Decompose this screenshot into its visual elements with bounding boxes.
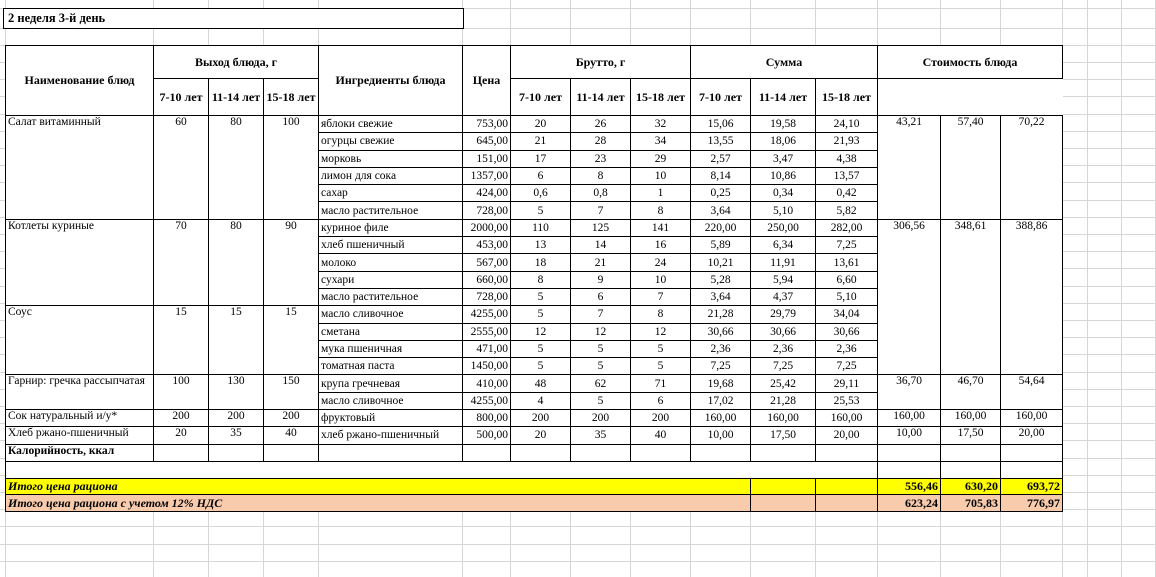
sum-cell[interactable]: 7,25 (816, 237, 878, 254)
output-cell[interactable]: 130 (209, 375, 264, 410)
output-cell[interactable]: 15 (154, 306, 209, 375)
table-row (6, 427, 1063, 444)
gross-cell[interactable]: 9 (571, 271, 631, 288)
gross-cell[interactable]: 62 (571, 375, 631, 392)
cost-cell[interactable]: 160,00 (1001, 410, 1063, 427)
ingredient-cell[interactable]: масло сливочное (319, 392, 463, 409)
header-output[interactable]: Выход блюда, г (154, 46, 319, 79)
total-label-cell[interactable]: Итого цена рациона с учетом 12% НДС (6, 495, 751, 512)
ingredient-cell[interactable]: томатная паста (319, 358, 463, 375)
output-cell[interactable]: 90 (264, 219, 319, 305)
sum-cell[interactable]: 17,02 (691, 392, 751, 409)
gross-cell[interactable]: 5 (571, 392, 631, 409)
sum-cell[interactable] (816, 444, 878, 461)
sum-cell[interactable]: 160,00 (751, 410, 816, 427)
gross-cell[interactable]: 12 (571, 323, 631, 340)
sum-cell[interactable]: 21,28 (751, 392, 816, 409)
dish-name-cell[interactable]: Гарнир: гречка рассыпчатая (6, 375, 154, 410)
ingredient-cell[interactable] (319, 444, 463, 461)
sum-cell[interactable]: 250,00 (751, 219, 816, 236)
gross-cell[interactable]: 0,8 (571, 185, 631, 202)
empty-cell[interactable] (6, 461, 878, 478)
sum-cell[interactable]: 25,42 (751, 375, 816, 392)
header-age-group[interactable]: 11-14 лет (571, 79, 631, 116)
output-cell[interactable]: 15 (264, 306, 319, 375)
price-cell[interactable] (463, 444, 511, 461)
gross-cell[interactable]: 8 (571, 167, 631, 184)
sum-cell[interactable]: 15,06 (691, 116, 751, 133)
gross-cell[interactable]: 23 (571, 150, 631, 167)
output-cell[interactable]: 100 (154, 375, 209, 410)
sum-cell[interactable]: 13,61 (816, 254, 878, 271)
total-label-cell[interactable]: Итого цена рациона (6, 478, 751, 495)
sum-cell[interactable]: 282,00 (816, 219, 878, 236)
price-cell[interactable]: 1357,00 (463, 167, 511, 184)
gross-cell[interactable]: 26 (571, 116, 631, 133)
header-ingredients[interactable]: Ингредиенты блюда (319, 46, 463, 116)
total-row (6, 495, 1063, 512)
gross-cell[interactable]: 48 (511, 375, 571, 392)
price-cell[interactable]: 728,00 (463, 288, 511, 305)
header-age-group[interactable]: 15-18 лет (631, 79, 691, 116)
sum-cell[interactable]: 13,57 (816, 167, 878, 184)
total-value-cell[interactable]: 776,97 (1001, 495, 1063, 512)
sum-cell[interactable] (751, 444, 816, 461)
cost-cell[interactable] (1001, 444, 1063, 461)
price-cell[interactable]: 753,00 (463, 116, 511, 133)
ingredient-cell[interactable]: мука пшеничная (319, 340, 463, 357)
sum-cell[interactable]: 2,57 (691, 150, 751, 167)
header-price[interactable]: Цена (463, 46, 511, 116)
price-cell[interactable]: 471,00 (463, 340, 511, 357)
gross-cell[interactable]: 40 (631, 427, 691, 444)
sum-cell[interactable]: 10,86 (751, 167, 816, 184)
gross-cell[interactable]: 20 (511, 116, 571, 133)
sum-cell[interactable]: 10,00 (691, 427, 751, 444)
sum-cell[interactable]: 30,66 (691, 323, 751, 340)
dish-name-cell[interactable]: Хлеб ржано-пшеничный (6, 427, 154, 444)
output-cell[interactable]: 60 (154, 116, 209, 220)
output-cell[interactable]: 200 (154, 410, 209, 427)
price-cell[interactable]: 2555,00 (463, 323, 511, 340)
header-gross[interactable]: Брутто, г (511, 46, 691, 79)
header-age-group[interactable]: 7-10 лет (154, 79, 209, 116)
ingredient-cell[interactable]: хлеб ржано-пшеничный (319, 427, 463, 444)
empty-cell[interactable] (816, 478, 878, 495)
gross-cell[interactable]: 5 (511, 306, 571, 323)
ingredient-cell[interactable]: сахар (319, 185, 463, 202)
sum-cell[interactable]: 7,25 (691, 358, 751, 375)
gross-cell[interactable]: 34 (631, 133, 691, 150)
cost-cell[interactable]: 36,70 (878, 375, 941, 410)
output-cell[interactable] (154, 444, 209, 461)
sum-cell[interactable]: 11,91 (751, 254, 816, 271)
price-cell[interactable]: 4255,00 (463, 392, 511, 409)
header-sum[interactable]: Сумма (691, 46, 878, 79)
price-cell[interactable]: 500,00 (463, 427, 511, 444)
gross-cell[interactable]: 5 (511, 202, 571, 219)
cost-cell[interactable] (941, 444, 1001, 461)
gross-cell[interactable]: 21 (511, 133, 571, 150)
gross-cell[interactable]: 28 (571, 133, 631, 150)
sum-cell[interactable]: 5,82 (816, 202, 878, 219)
gross-cell[interactable]: 16 (631, 237, 691, 254)
sum-cell[interactable]: 3,64 (691, 202, 751, 219)
output-cell[interactable]: 80 (209, 116, 264, 220)
sum-cell[interactable]: 5,10 (816, 288, 878, 305)
gross-cell[interactable] (571, 444, 631, 461)
sum-cell[interactable]: 8,14 (691, 167, 751, 184)
dish-name-cell[interactable]: Котлеты куриные (6, 219, 154, 305)
table-row (6, 410, 1063, 427)
gross-cell[interactable]: 200 (511, 410, 571, 427)
price-cell[interactable]: 424,00 (463, 185, 511, 202)
gross-cell[interactable]: 5 (571, 358, 631, 375)
output-cell[interactable]: 20 (154, 427, 209, 444)
sum-cell[interactable]: 21,93 (816, 133, 878, 150)
gross-cell[interactable]: 5 (511, 288, 571, 305)
price-cell[interactable]: 2000,00 (463, 219, 511, 236)
output-cell[interactable] (209, 444, 264, 461)
dish-name-cell[interactable]: Сок натуральный и/у* (6, 410, 154, 427)
sum-cell[interactable]: 25,53 (816, 392, 878, 409)
output-cell[interactable]: 150 (264, 375, 319, 410)
gross-cell[interactable]: 7 (631, 288, 691, 305)
sum-cell[interactable]: 5,10 (751, 202, 816, 219)
header-age-group[interactable]: 7-10 лет (691, 79, 751, 116)
table-row (6, 116, 1063, 133)
gross-cell[interactable]: 21 (571, 254, 631, 271)
ingredient-cell[interactable]: яблоки свежие (319, 116, 463, 133)
price-cell[interactable]: 151,00 (463, 150, 511, 167)
cost-cell[interactable]: 20,00 (1001, 427, 1063, 444)
cost-cell[interactable] (878, 461, 941, 478)
dish-name-cell[interactable]: Соус (6, 306, 154, 375)
gross-cell[interactable]: 0,6 (511, 185, 571, 202)
sum-cell[interactable]: 13,55 (691, 133, 751, 150)
total-value-cell[interactable]: 705,83 (941, 495, 1001, 512)
total-value-cell[interactable]: 623,24 (878, 495, 941, 512)
table-header (6, 46, 1063, 116)
price-cell[interactable]: 567,00 (463, 254, 511, 271)
total-value-cell[interactable]: 693,72 (1001, 478, 1063, 495)
gross-cell[interactable]: 5 (571, 340, 631, 357)
sum-cell[interactable]: 2,36 (691, 340, 751, 357)
total-value-cell[interactable]: 556,46 (878, 478, 941, 495)
gross-cell[interactable]: 110 (511, 219, 571, 236)
sum-cell[interactable]: 19,58 (751, 116, 816, 133)
ingredient-cell[interactable]: масло растительное (319, 288, 463, 305)
ingredient-cell[interactable]: сметана (319, 323, 463, 340)
sum-cell[interactable]: 21,28 (691, 306, 751, 323)
sum-cell[interactable]: 24,10 (816, 116, 878, 133)
ingredient-cell[interactable]: куриное филе (319, 219, 463, 236)
ingredient-cell[interactable]: морковь (319, 150, 463, 167)
sum-cell[interactable]: 10,21 (691, 254, 751, 271)
header-cost[interactable]: Стоимость блюда (878, 46, 1063, 79)
menu-table (5, 45, 1063, 512)
ingredient-cell[interactable]: фруктовый (319, 410, 463, 427)
output-cell[interactable]: 15 (209, 306, 264, 375)
sum-cell[interactable]: 30,66 (751, 323, 816, 340)
gross-cell[interactable]: 10 (631, 167, 691, 184)
gross-cell[interactable]: 8 (511, 271, 571, 288)
output-cell[interactable]: 35 (209, 427, 264, 444)
header-age-group[interactable]: 7-10 лет (511, 79, 571, 116)
gross-cell[interactable]: 5 (511, 358, 571, 375)
sum-cell[interactable]: 34,04 (816, 306, 878, 323)
sum-cell[interactable]: 6,34 (751, 237, 816, 254)
table-row (6, 444, 1063, 461)
cost-cell[interactable]: 17,50 (941, 427, 1001, 444)
sum-cell[interactable]: 29,11 (816, 375, 878, 392)
price-cell[interactable]: 1450,00 (463, 358, 511, 375)
sum-cell[interactable]: 17,50 (751, 427, 816, 444)
total-row (6, 478, 1063, 495)
sum-cell[interactable]: 29,79 (751, 306, 816, 323)
output-cell[interactable]: 80 (209, 219, 264, 305)
ingredient-cell[interactable]: огурцы свежие (319, 133, 463, 150)
price-cell[interactable]: 660,00 (463, 271, 511, 288)
sum-cell[interactable]: 3,47 (751, 150, 816, 167)
gross-cell[interactable]: 12 (631, 323, 691, 340)
cost-cell[interactable]: 10,00 (878, 427, 941, 444)
sum-cell[interactable]: 4,38 (816, 150, 878, 167)
gross-cell[interactable]: 32 (631, 116, 691, 133)
gross-cell[interactable]: 5 (631, 358, 691, 375)
gross-cell[interactable]: 8 (631, 306, 691, 323)
sum-cell[interactable]: 2,36 (816, 340, 878, 357)
cost-cell[interactable]: 54,64 (1001, 375, 1063, 410)
cost-cell[interactable]: 160,00 (941, 410, 1001, 427)
output-cell[interactable] (264, 444, 319, 461)
gross-cell[interactable]: 29 (631, 150, 691, 167)
empty-cell[interactable] (816, 495, 878, 512)
gross-cell[interactable]: 13 (511, 237, 571, 254)
header-age-group[interactable]: 11-14 лет (751, 79, 816, 116)
cost-cell[interactable]: 57,40 (941, 116, 1001, 220)
gross-cell[interactable]: 200 (571, 410, 631, 427)
gross-cell[interactable]: 4 (511, 392, 571, 409)
output-cell[interactable]: 40 (264, 427, 319, 444)
output-cell[interactable]: 100 (264, 116, 319, 220)
gross-cell[interactable]: 5 (631, 340, 691, 357)
price-cell[interactable]: 453,00 (463, 237, 511, 254)
price-cell[interactable]: 800,00 (463, 410, 511, 427)
sum-cell[interactable]: 30,66 (816, 323, 878, 340)
gross-cell[interactable] (631, 444, 691, 461)
sum-cell[interactable]: 7,25 (751, 358, 816, 375)
dish-name-cell[interactable]: Салат витаминный (6, 116, 154, 220)
sum-cell[interactable]: 0,25 (691, 185, 751, 202)
sum-cell[interactable]: 0,34 (751, 185, 816, 202)
cost-cell[interactable]: 388,86 (1001, 219, 1063, 375)
dish-name-cell[interactable]: Калорийность, ккал (6, 444, 154, 461)
gross-cell[interactable]: 18 (511, 254, 571, 271)
sum-cell[interactable]: 20,00 (816, 427, 878, 444)
sum-cell[interactable]: 7,25 (816, 358, 878, 375)
gross-cell[interactable]: 20 (511, 427, 571, 444)
price-cell[interactable]: 410,00 (463, 375, 511, 392)
cost-cell[interactable] (941, 461, 1001, 478)
cost-cell[interactable] (878, 444, 941, 461)
total-value-cell[interactable]: 630,20 (941, 478, 1001, 495)
spacer-row (6, 461, 1063, 478)
sum-cell[interactable]: 5,89 (691, 237, 751, 254)
output-cell[interactable]: 200 (209, 410, 264, 427)
sum-cell[interactable]: 220,00 (691, 219, 751, 236)
price-cell[interactable]: 728,00 (463, 202, 511, 219)
empty-cell[interactable] (751, 495, 816, 512)
gross-cell[interactable]: 125 (571, 219, 631, 236)
sum-cell[interactable]: 3,64 (691, 288, 751, 305)
gross-cell[interactable]: 7 (571, 202, 631, 219)
ingredient-cell[interactable]: крупа гречневая (319, 375, 463, 392)
price-cell[interactable]: 4255,00 (463, 306, 511, 323)
ingredient-cell[interactable]: лимон для сока (319, 167, 463, 184)
header-age-group[interactable]: 15-18 лет (264, 79, 319, 116)
sum-cell[interactable]: 5,94 (751, 271, 816, 288)
ingredient-cell[interactable]: молоко (319, 254, 463, 271)
gross-cell[interactable]: 7 (571, 306, 631, 323)
header-dish[interactable]: Наименование блюд (6, 46, 154, 116)
gross-cell[interactable]: 17 (511, 150, 571, 167)
header-age-group[interactable]: 11-14 лет (209, 79, 264, 116)
sum-cell[interactable] (691, 444, 751, 461)
gross-cell[interactable]: 10 (631, 271, 691, 288)
gross-cell[interactable]: 6 (511, 167, 571, 184)
gross-cell[interactable]: 71 (631, 375, 691, 392)
gross-cell[interactable]: 5 (511, 340, 571, 357)
output-cell[interactable]: 70 (154, 219, 209, 305)
empty-cell[interactable] (751, 478, 816, 495)
header-age-group[interactable]: 15-18 лет (816, 79, 878, 116)
sum-cell[interactable]: 19,68 (691, 375, 751, 392)
gross-cell[interactable]: 200 (631, 410, 691, 427)
gross-cell[interactable]: 24 (631, 254, 691, 271)
cost-cell[interactable]: 160,00 (878, 410, 941, 427)
sum-cell[interactable]: 18,06 (751, 133, 816, 150)
sum-cell[interactable]: 0,42 (816, 185, 878, 202)
cost-cell[interactable]: 306,56 (878, 219, 941, 375)
sheet-title[interactable]: 2 неделя 3-й день (3, 8, 464, 29)
table-row (6, 219, 1063, 236)
sum-cell[interactable]: 160,00 (691, 410, 751, 427)
ingredient-cell[interactable]: хлеб пшеничный (319, 237, 463, 254)
price-cell[interactable]: 645,00 (463, 133, 511, 150)
gross-cell[interactable] (511, 444, 571, 461)
ingredient-cell[interactable]: масло растительное (319, 202, 463, 219)
gross-cell[interactable]: 6 (571, 288, 631, 305)
gross-cell[interactable]: 141 (631, 219, 691, 236)
cost-cell[interactable]: 70,22 (1001, 116, 1063, 220)
gross-cell[interactable]: 12 (511, 323, 571, 340)
gross-cell[interactable]: 14 (571, 237, 631, 254)
cost-cell[interactable] (1001, 461, 1063, 478)
cost-cell[interactable]: 348,61 (941, 219, 1001, 375)
gross-cell[interactable]: 6 (631, 392, 691, 409)
gross-cell[interactable]: 1 (631, 185, 691, 202)
ingredient-cell[interactable]: масло сливочное (319, 306, 463, 323)
gross-cell[interactable]: 8 (631, 202, 691, 219)
sum-cell[interactable]: 2,36 (751, 340, 816, 357)
sum-cell[interactable]: 160,00 (816, 410, 878, 427)
sum-cell[interactable]: 4,37 (751, 288, 816, 305)
table-row (6, 375, 1063, 392)
cost-cell[interactable]: 46,70 (941, 375, 1001, 410)
sum-cell[interactable]: 6,60 (816, 271, 878, 288)
cost-cell[interactable]: 43,21 (878, 116, 941, 220)
ingredient-cell[interactable]: сухари (319, 271, 463, 288)
gross-cell[interactable]: 35 (571, 427, 631, 444)
sum-cell[interactable]: 5,28 (691, 271, 751, 288)
output-cell[interactable]: 200 (264, 410, 319, 427)
